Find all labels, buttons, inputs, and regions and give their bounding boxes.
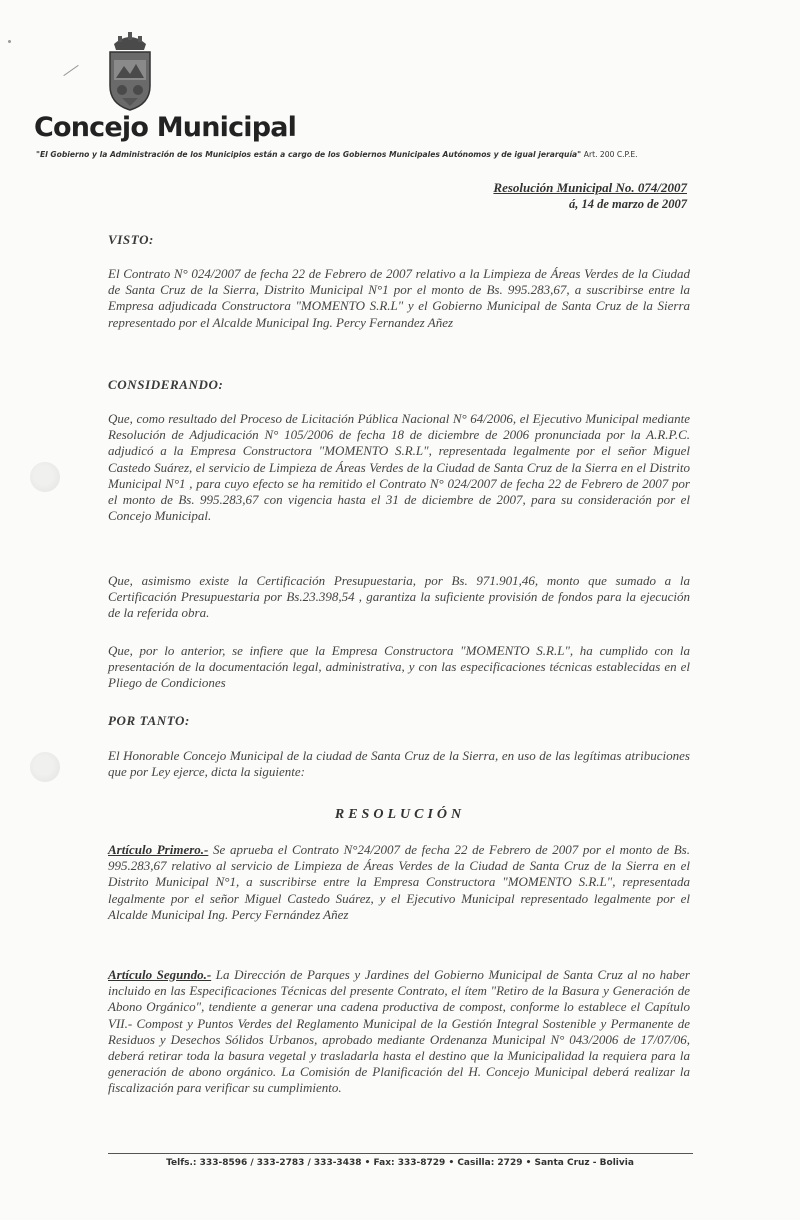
motto xyxy=(36,150,776,159)
scan-mark xyxy=(63,65,78,76)
considerando-paragraph-3: Que, por lo anterior, se infiere que la Empresa Constructora "MOMENTO S.R.L", ha cumplido con la presentación de la documentación legal, administrativa, y con las especificaciones técnicas establecidas en el Pliego de Condiciones xyxy=(108,643,690,691)
considerando-heading: CONSIDERANDO: xyxy=(108,377,224,392)
article-2-text: La Dirección de Parques y Jardines del Gobierno Municipal de Santa Cruz al no haber incluido en las Especificaciones Técnicas del presente Contrato, el ítem "Retiro de la Basura y Generación de Abono Orgánico", tendiente a generar una cadena productiva de compost, conforme lo establece el Capítulo VII.- Compost y Puntos Verdes del Reglamento Municipal de la Gestión Integral Sostenible y Permanente de Residuos y Desechos Sólidos Urbanos, aprobado mediante Ordenanza Municipal N° 043/2006 de 17/07/06, deberá retirar toda la basura vegetal y trasladarla hasta el destino que la Municipalidad la requiera para la generación de abono orgánico. La Comisión de Planificación del H. Concejo Municipal deberá realizar la fiscalización para verificar su cumplimiento. xyxy=(108,967,690,1096)
considerando-paragraph-2: Que, asimismo existe la Certificación Presupuestaria, por Bs. 971.901,46, monto que sumado a la Certificación Presupuestaria por Bs.23.398,54 , garantiza la suficiente provisión de fondos para la ejecución de la referida obra. xyxy=(108,573,690,621)
footer-contact: Telfs.: 333-8596 / 333-2783 / 333-3438 • Fax: 333-8729 • Casilla: 2729 • Santa Cruz - Bolivia xyxy=(166,1158,634,1168)
resolution-date: á, 14 de marzo de 2007 xyxy=(568,197,687,211)
municipal-crest-icon xyxy=(100,30,160,112)
punch-hole xyxy=(30,462,60,492)
article-1-text: Se aprueba el Contrato N°24/2007 de fecha 22 de Febrero de 2007 por el monto de Bs. 995.283,67 relativo al servicio de Limpieza de Áreas Verdes de la Ciudad de Santa Cruz de la Sierra en el Distrito Municipal N°1, a suscribirse entre la Empresa Constructora "MOMENTO S.R.L", representada legalmente por el señor Miguel Castedo Suárez, y el Ejecutivo Municipal representado legalmente por el Alcalde Municipal Ing. Percy Fernández Añez xyxy=(108,842,690,922)
article-2-label: Artículo Segundo.- xyxy=(108,967,212,982)
visto-paragraph: El Contrato N° 024/2007 de fecha 22 de Febrero de 2007 relativo a la Limpieza de Áreas Verdes de la Ciudad de Santa Cruz de la Sierra, Distrito Municipal N°1 por el monto de Bs. 995.283,67, a suscribirse entre la Empresa adjudicada Constructora "MOMENTO S.R.L" y el Gobierno Municipal de Santa Cruz de la Sierra representado por el Alcalde Municipal Ing. Percy Fernandez Añez xyxy=(108,266,690,330)
por-tanto-paragraph: El Honorable Concejo Municipal de la ciudad de Santa Cruz de la Sierra, en uso de las legítimas atribuciones que por Ley ejerce, dicta la siguiente: xyxy=(108,748,690,780)
punch-hole xyxy=(30,752,60,782)
article-2 xyxy=(108,967,690,1097)
article-1-label: Artículo Primero.- xyxy=(108,842,209,857)
org-name: Concejo Municipal xyxy=(34,112,297,143)
motto-text: "El Gobierno y la Administración de los Municipios están a cargo de los Gobiernos Municipales Autónomos y de igual jerarquía" xyxy=(36,150,582,159)
visto-heading: VISTO: xyxy=(108,232,154,247)
resolution-number: Resolución Municipal No. 074/2007 xyxy=(493,180,687,195)
article-1 xyxy=(108,842,690,923)
footer-divider xyxy=(108,1153,693,1154)
motto-citation: Art. 200 C.P.E. xyxy=(583,150,638,159)
resolucion-heading: RESOLUCIÓN xyxy=(334,807,466,822)
por-tanto-heading: POR TANTO: xyxy=(108,713,190,728)
considerando-paragraph-1: Que, como resultado del Proceso de Licitación Pública Nacional N° 64/2006, el Ejecutivo Municipal mediante Resolución de Adjudicación N° 105/2006 de fecha 18 de diciembre de 2006 pronunciada por la A.R.P.C. adjudicó a la Empresa Constructora "MOMENTO S.R.L", representada legalmente por el señor Miguel Castedo Suárez, el servicio de Limpieza de Áreas Verdes de la Ciudad de Santa Cruz de la Sierra en el Distrito Municipal N°1 , para cuyo efecto se ha remitido el Contrato N° 024/2007 de fecha 22 de Febrero de 2007 por el monto de Bs. 995.283,67 con vigencia hasta el 31 de diciembre de 2007, para su consideración por el Concejo Municipal. xyxy=(108,411,690,524)
scan-mark xyxy=(8,40,11,43)
